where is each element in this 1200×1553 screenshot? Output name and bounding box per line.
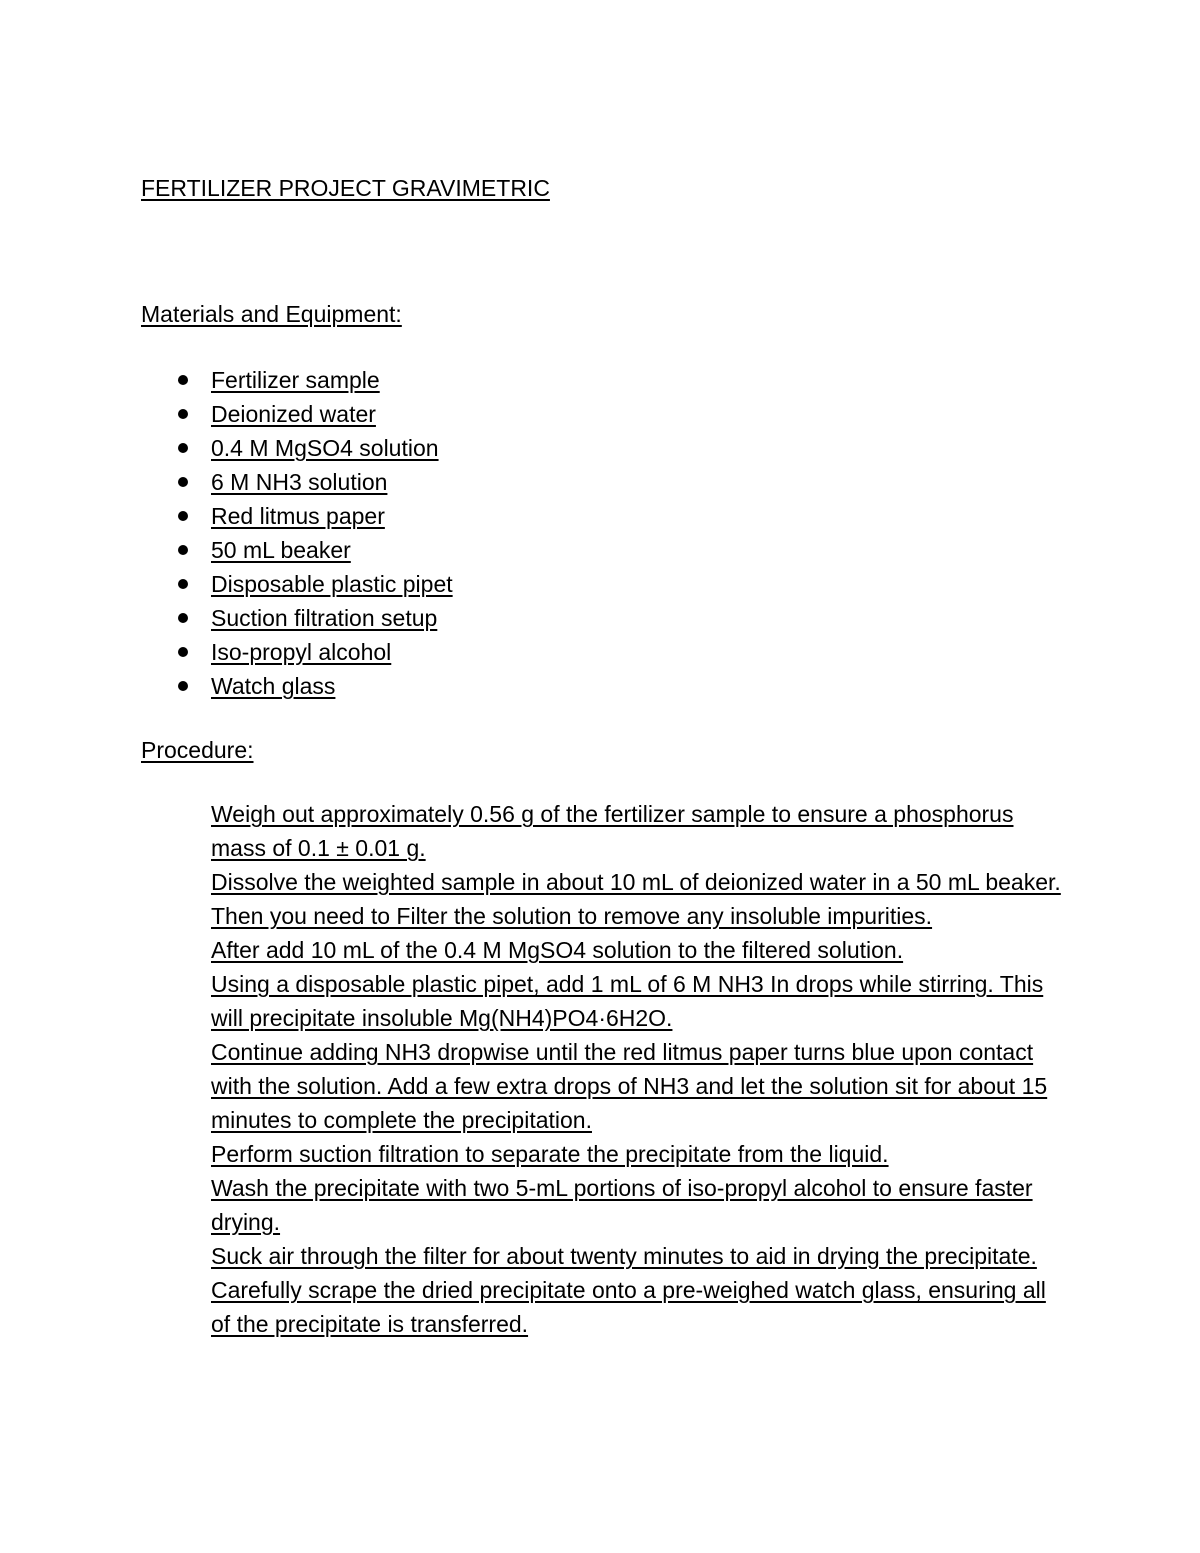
document-title: FERTILIZER PROJECT GRAVIMETRIC xyxy=(141,175,550,201)
bullet-icon xyxy=(178,579,188,589)
procedure-step: Perform suction filtration to separate the precipitate from the liquid. xyxy=(211,1141,889,1167)
list-item xyxy=(141,669,453,703)
list-item xyxy=(141,601,453,635)
list-item xyxy=(141,397,453,431)
procedure-steps xyxy=(211,797,1071,1341)
material-item: Disposable plastic pipet xyxy=(211,571,453,597)
material-item: 0.4 M MgSO4 solution xyxy=(211,435,439,461)
bullet-icon xyxy=(178,443,188,453)
procedure-step: Dissolve the weighted sample in about 10 mL of deionized water in a 50 mL beaker. xyxy=(211,869,1061,895)
bullet-icon xyxy=(178,545,188,555)
materials-heading: Materials and Equipment: xyxy=(141,301,402,327)
bullet-icon xyxy=(178,613,188,623)
list-item xyxy=(141,499,453,533)
procedure-step: Wash the precipitate with two 5-mL portions of iso-propyl alcohol to ensure faster drying. xyxy=(211,1175,1033,1235)
bullet-icon xyxy=(178,477,188,487)
material-item: Suction filtration setup xyxy=(211,605,438,631)
procedure-step: Using a disposable plastic pipet, add 1 mL of 6 M NH3 In drops while stirring. This will precipitate insoluble Mg(NH4)PO4·6H2O. xyxy=(211,971,1044,1031)
material-item: 50 mL beaker xyxy=(211,537,351,563)
list-item xyxy=(141,363,453,397)
bullet-icon xyxy=(178,647,188,657)
material-item: Deionized water xyxy=(211,401,376,427)
list-item xyxy=(141,635,453,669)
bullet-icon xyxy=(178,511,188,521)
procedure-step: After add 10 mL of the 0.4 M MgSO4 solution to the filtered solution. xyxy=(211,937,904,963)
list-item xyxy=(141,465,453,499)
list-item xyxy=(141,533,453,567)
bullet-icon xyxy=(178,681,188,691)
material-item: Iso-propyl alcohol xyxy=(211,639,392,665)
procedure-step: Then you need to Filter the solution to remove any insoluble impurities. xyxy=(211,903,933,929)
procedure-step: Suck air through the filter for about twenty minutes to aid in drying the precipitate. xyxy=(211,1243,1037,1269)
bullet-icon xyxy=(178,409,188,419)
bullet-icon xyxy=(178,375,188,385)
procedure-step: Continue adding NH3 dropwise until the red litmus paper turns blue upon contact with the solution. Add a few extra drops of NH3 and let the solution sit for about 15 minutes to complete the precipitation. xyxy=(211,1039,1048,1133)
material-item: 6 M NH3 solution xyxy=(211,469,388,495)
list-item xyxy=(141,567,453,601)
procedure-heading: Procedure: xyxy=(141,737,254,763)
procedure-step: Carefully scrape the dried precipitate onto a pre-weighed watch glass, ensuring all of the precipitate is transferred. xyxy=(211,1277,1046,1337)
list-item xyxy=(141,431,453,465)
material-item: Fertilizer sample xyxy=(211,367,380,393)
material-item: Watch glass xyxy=(211,673,336,699)
procedure-step: Weigh out approximately 0.56 g of the fertilizer sample to ensure a phosphorus mass of 0.1 ± 0.01 g. xyxy=(211,801,1014,861)
materials-list xyxy=(141,363,453,703)
material-item: Red litmus paper xyxy=(211,503,385,529)
